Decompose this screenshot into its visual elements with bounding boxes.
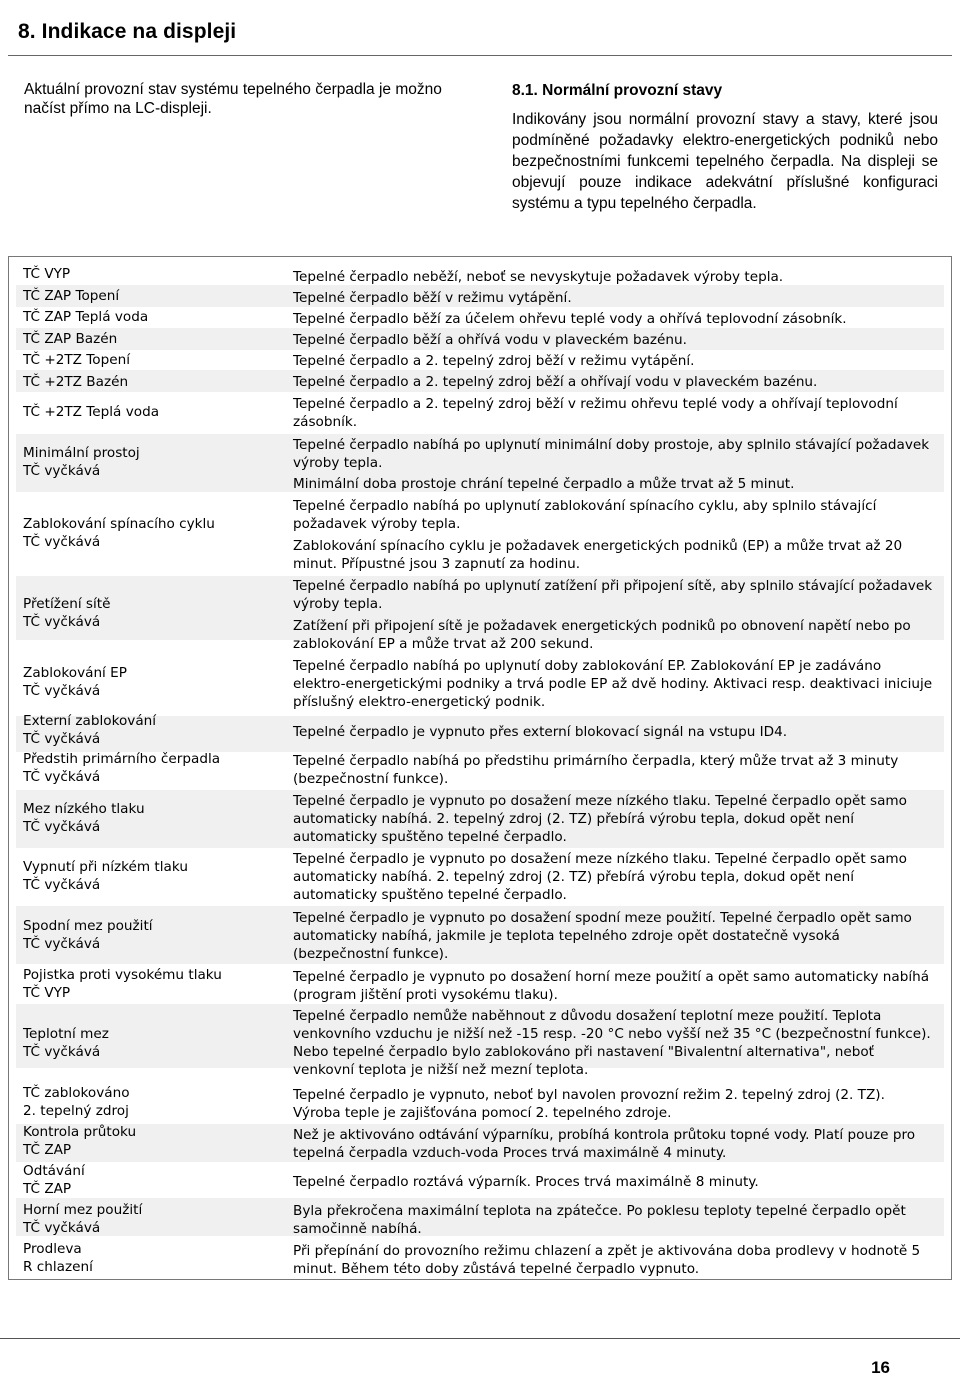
state-label-hp-blocked-sub: 2. tepelný zdroj [23, 1103, 129, 1119]
state-desc-grid-load: Tepelné čerpadlo nabíhá po uplynutí zatížení při připojení sítě, aby splnilo stávající požadavek výroby tepla. [293, 578, 933, 612]
state-label-min-idle: Minimální prostoj [23, 445, 140, 461]
state-label-ep-block-sub: TČ vyčkává [23, 683, 101, 699]
state-label-lower-limit-sub: TČ vyčkává [23, 936, 101, 952]
state-label-low-pressure-off: Vypnutí při nízkém tlaku [23, 859, 188, 875]
state-desc-cycle-block-note: Zablokování spínacího cyklu je požadavek energetických podniků (EP) a může trvat až 20 minut. Přípustné jsou 3 zapnutí za hodinu. [293, 538, 903, 572]
state-desc-hp-pool: Tepelné čerpadlo běží a ohřívá vodu v plaveckém bazénu. [293, 332, 687, 348]
state-desc-flow-check: Než je aktivováno odtávání výparníku, probíhá kontrola průtoku topné vody. Platí pouze pro tepelná čerpadla vzduch-voda Proces trvá maximálně 4 minuty. [293, 1127, 916, 1161]
state-label-2tz-heating: TČ +2TZ Topení [23, 352, 130, 368]
state-desc-2tz-heating: Tepelné čerpadlo a 2. tepelný zdroj běží v režimu vytápění. [293, 353, 695, 369]
state-label-hp-pool: TČ ZAP Bazén [23, 331, 118, 347]
state-desc-min-idle-note: Minimální doba prostoje chrání tepelné čerpadlo a může trvat až 5 minut. [293, 476, 795, 492]
state-desc-defrost: Tepelné čerpadlo roztává výparník. Proces trvá maximálně 8 minuty. [293, 1174, 759, 1190]
state-label-low-pressure-limit-sub: TČ vyčkává [23, 819, 101, 835]
state-label-ep-block: Zablokování EP [23, 665, 127, 681]
state-desc-external-block: Tepelné čerpadlo je vypnuto přes externí blokovací signál na vstupu ID4. [293, 724, 788, 740]
state-label-lower-limit: Spodní mez použití [23, 918, 153, 934]
state-label-upper-limit-sub: TČ vyčkává [23, 1220, 101, 1236]
state-label-external-block-sub: TČ vyčkává [23, 731, 101, 747]
state-label-low-pressure-limit: Mez nízkého tlaku [23, 801, 145, 817]
state-label-hp-blocked: TČ zablokováno [23, 1085, 130, 1101]
state-desc-primary-pump: Tepelné čerpadlo nabíhá po předstihu primárního čerpadla, který může trvat až 3 minuty (bezpečnostní funkce). [293, 753, 899, 787]
state-desc-hp-off: Tepelné čerpadlo neběží, neboť se nevyskytuje požadavek výroby tepla. [293, 269, 784, 285]
intro-text: Aktuální provozní stav systému tepelného čerpadla je možno načíst přímo na LC-displeji. [24, 81, 442, 117]
page-number: 16 [871, 1358, 890, 1377]
section-intro [512, 80, 938, 214]
state-label-delay: Prodleva [23, 1241, 82, 1257]
state-desc-ep-block: Tepelné čerpadlo nabíhá po uplynutí doby zablokování EP. Zablokování EP je zadáváno elektro-energetickými podniky a trvá podle EP až dvě hodiny. Aktivaci resp. deaktivaci iniciuje příslušný elektro-energetický podnik. [293, 658, 933, 710]
state-desc-2tz-pool: Tepelné čerpadlo a 2. tepelný zdroj běží a ohřívají vodu v plaveckém bazénu. [293, 374, 818, 390]
state-label-defrost: Odtávání [23, 1163, 85, 1179]
state-desc-cycle-block: Tepelné čerpadlo nabíhá po uplynutí zablokování spínacího cyklu, aby splnilo stávající požadavek výroby tepla. [293, 498, 877, 532]
state-label-grid-load: Přetížení sítě [23, 596, 111, 612]
state-label-flow-check: Kontrola průtoku [23, 1124, 137, 1140]
state-label-hp-off: TČ VYP [23, 266, 71, 282]
state-label-high-pressure-sub: TČ VYP [23, 985, 71, 1001]
state-label-flow-check-sub: TČ ZAP [23, 1142, 72, 1158]
state-label-2tz-pool: TČ +2TZ Bazén [23, 374, 129, 390]
state-desc-high-pressure: Tepelné čerpadlo je vypnuto po dosažení horní meze použití a opět samo automaticky nabíhá (program jištění proti vysokému tlaku). [293, 969, 930, 1003]
state-desc-upper-limit: Byla překročena maximální teplota na zpátečce. Po poklesu teploty tepelné čerpadlo opět samočinně nabíhá. [293, 1203, 906, 1237]
state-label-upper-limit: Horní mez použití [23, 1202, 143, 1218]
state-desc-hp-heating: Tepelné čerpadlo běží v režimu vytápění. [293, 290, 572, 306]
state-desc-low-pressure-limit: Tepelné čerpadlo je vypnuto po dosažení meze nízkého tlaku. Tepelné čerpadlo opět samo automaticky nabíhá. 2. tepelný zdroj (2. TZ) přebírá výrobu tepla, dokud opět není automaticky spuštěno tepelné čerpadlo. [293, 793, 907, 845]
state-label-min-idle-sub: TČ vyčkává [23, 463, 101, 479]
state-desc-low-pressure-off: Tepelné čerpadlo je vypnuto po dosažení meze nízkého tlaku. Tepelné čerpadlo opět samo automaticky nabíhá. 2. tepelný zdroj (2. TZ) přebírá výrobu tepla, dokud opět není automaticky spuštěno tepelné čerpadlo. [293, 851, 907, 903]
state-label-primary-pump: Předstih primárního čerpadla [23, 751, 221, 767]
section-title: 8.1. Normální provozní stavy [512, 82, 723, 99]
section-text: Indikovány jsou normální provozní stavy a stavy, které jsou podmíněné požadavky elektro-energetických podniků nebo bezpečnostními funkcemi tepelného čerpadla. Na displeji se objevují pouze indikace adekvátní příslušné konfiguraci systému a typu tepelného čerpadla. [512, 111, 938, 212]
top-divider [8, 55, 952, 56]
state-label-temp-limit-sub: TČ vyčkává [23, 1044, 101, 1060]
state-label-2tz-hot-water: TČ +2TZ Teplá voda [23, 404, 160, 420]
page-heading: 8. Indikace na displeji [18, 20, 237, 43]
state-label-temp-limit: Teplotní mez [23, 1026, 109, 1042]
state-desc-temp-limit: Tepelné čerpadlo nemůže naběhnout z důvodu dosažení teplotní meze použití. Teplota venkovního vzduchu je nižší než -15 resp. -20 °C nebo vyšší než 35 °C (bezpečnostní funkce). Nebo tepelné čerpadlo bylo zablokováno při nastavení "Bivalentní alternativa", neboť venkovní teplota je nižší než mezní teplota. [293, 1008, 931, 1078]
state-desc-min-idle: Tepelné čerpadlo nabíhá po uplynutí minimální doby prostoje, aby splnilo stávající požadavek výroby tepla. [293, 437, 930, 471]
state-label-high-pressure: Pojistka proti vysokému tlaku [23, 967, 222, 983]
state-desc-lower-limit: Tepelné čerpadlo je vypnuto po dosažení spodní meze použití. Tepelné čerpadlo opět samo automaticky nabíhá, jakmile je teplota tepelného zdroje opět dostatečně vysoká (bezpečnostní funkce). [293, 910, 912, 962]
state-desc-grid-load-note: Zatížení při připojení sítě je požadavek energetických podniků po obnovení napětí nebo po zablokování EP a může trvat až 200 sekund. [293, 618, 911, 652]
state-label-defrost-sub: TČ ZAP [23, 1181, 72, 1197]
state-label-primary-pump-sub: TČ vyčkává [23, 769, 101, 785]
state-label-external-block: Externí zablokování [23, 713, 157, 729]
state-label-grid-load-sub: TČ vyčkává [23, 614, 101, 630]
state-label-low-pressure-off-sub: TČ vyčkává [23, 877, 101, 893]
state-desc-2tz-hot-water: Tepelné čerpadlo a 2. tepelný zdroj běží v režimu ohřevu teplé vody a ohřívají teplovodní zásobník. [293, 396, 898, 430]
state-label-cycle-block: Zablokování spínacího cyklu [23, 516, 215, 532]
footer-divider [0, 1338, 960, 1339]
state-desc-hp-hot-water: Tepelné čerpadlo běží za účelem ohřevu teplé vody a ohřívá teplovodní zásobník. [293, 311, 847, 327]
state-desc-hp-blocked: Tepelné čerpadlo je vypnuto, neboť byl navolen provozní režim 2. tepelný zdroj (2. TZ). Výroba teple je zajišťována pomocí 2. tepelného zdroje. [293, 1087, 885, 1121]
state-label-hp-hot-water: TČ ZAP Teplá voda [23, 309, 149, 325]
state-label-cycle-block-sub: TČ vyčkává [23, 534, 101, 550]
state-label-hp-heating: TČ ZAP Topení [23, 288, 120, 304]
state-label-delay-sub: R chlazení [23, 1259, 93, 1275]
state-desc-delay: Při přepínání do provozního režimu chlazení a zpět je aktivována doba prodlevy v hodnotě 5 minut. Během této doby zůstává tepelné čerpadlo vypnuto. [293, 1243, 921, 1277]
